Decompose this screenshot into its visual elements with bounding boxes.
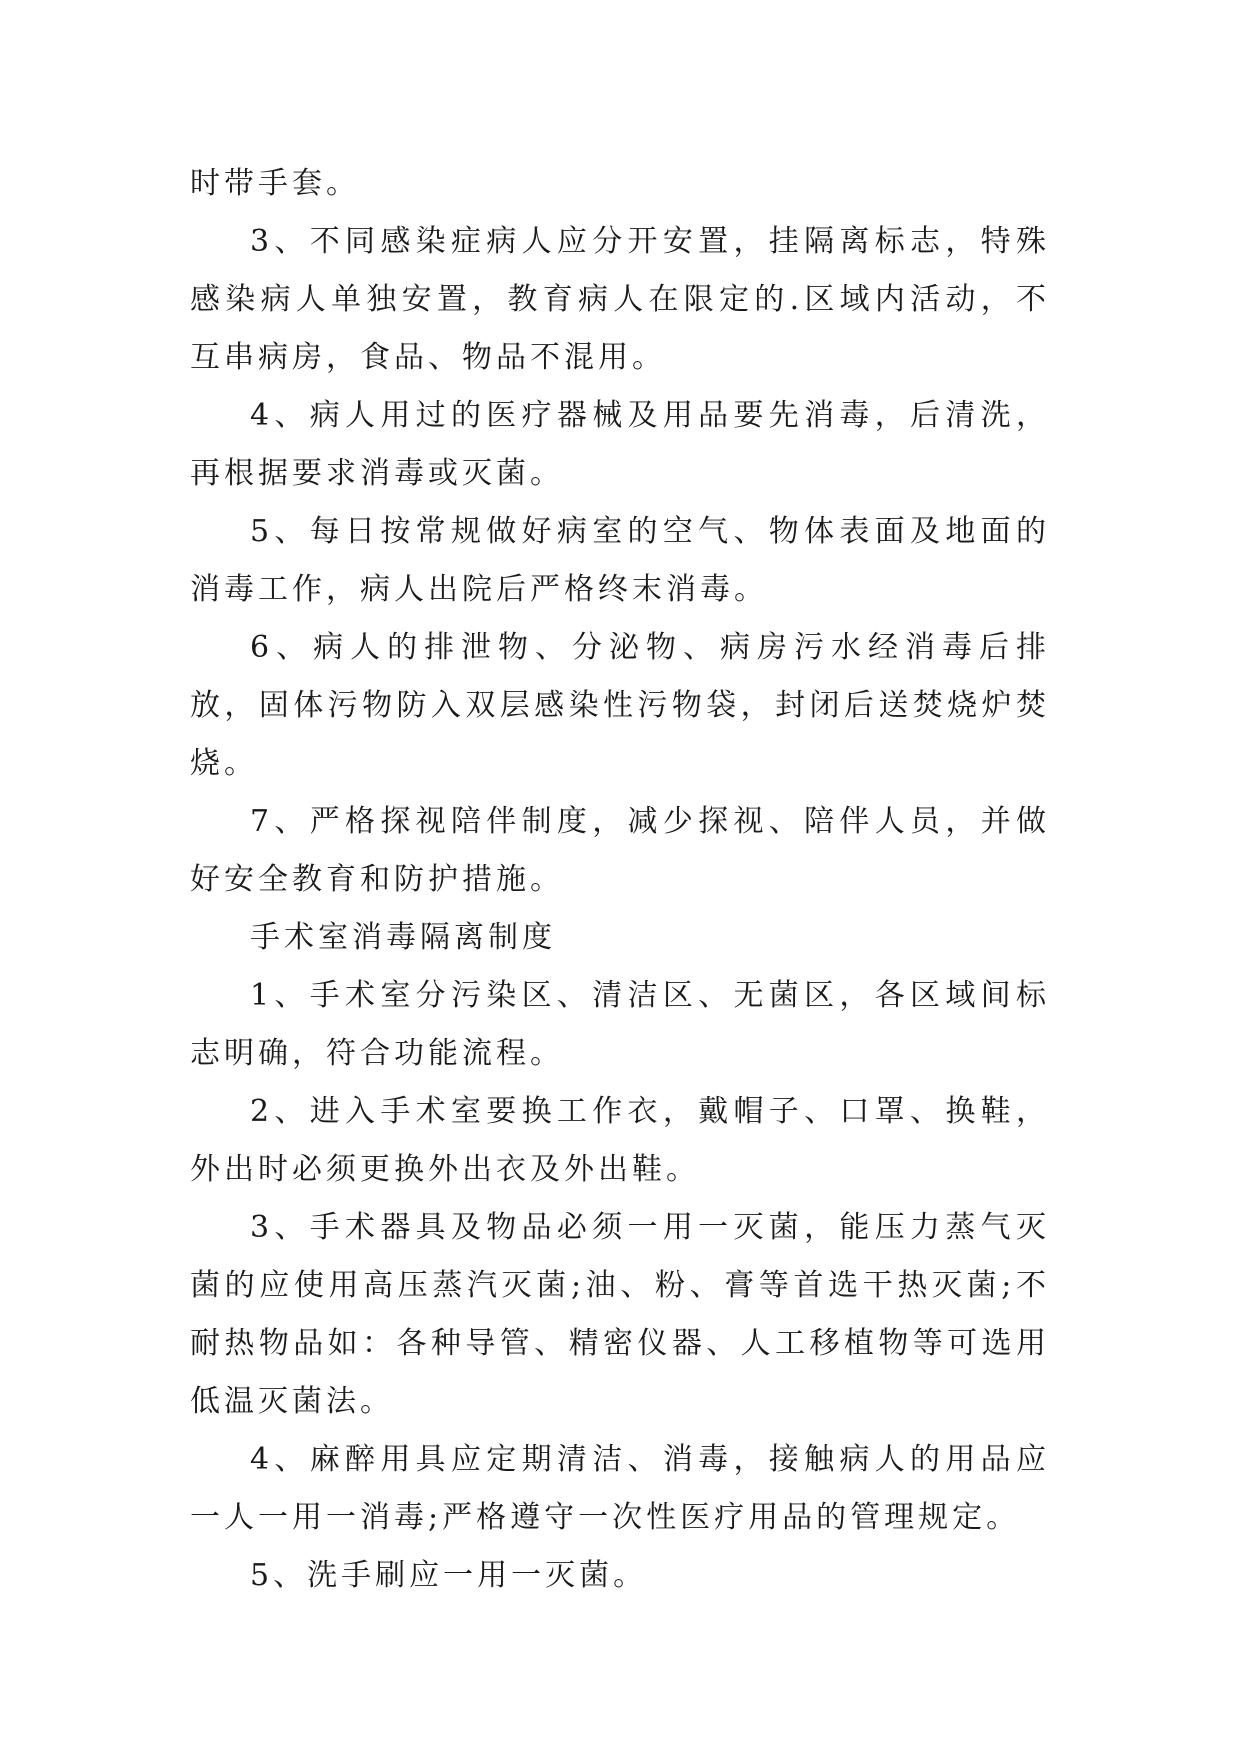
document-body — [190, 155, 1050, 1605]
paragraph-item-4: 4、病人用过的医疗器械及用品要先消毒，后清洗，再根据要求消毒或灭菌。 — [190, 398, 1050, 491]
paragraph-item-3: 3、不同感染症病人应分开安置，挂隔离标志，特殊感染病人单独安置，教育病人在限定的.区域内活动，不互串病房，食品、物品不混用。 — [190, 224, 1050, 375]
paragraph-section-item-2: 2、进入手术室要换工作衣，戴帽子、口罩、换鞋，外出时必须更换外出衣及外出鞋。 — [190, 1094, 1050, 1187]
paragraph-item-6: 6、病人的排泄物、分泌物、病房污水经消毒后排放，固体污物防入双层感染性污物袋，封闭后送焚烧炉焚烧。 — [190, 630, 1050, 781]
section-heading: 手术室消毒隔离制度 — [250, 920, 556, 955]
paragraph-section-item-3: 3、手术器具及物品必须一用一灭菌，能压力蒸气灭菌的应使用高压蒸汽灭菌;油、粉、膏等首选干热灭菌;不耐热物品如：各种导管、精密仪器、人工移植物等可选用低温灭菌法。 — [190, 1210, 1050, 1419]
paragraph-section-item-1: 1、手术室分污染区、清洁区、无菌区，各区域间标志明确，符合功能流程。 — [190, 978, 1050, 1071]
paragraph-item-7: 7、严格探视陪伴制度，减少探视、陪伴人员，并做好安全教育和防护措施。 — [190, 804, 1050, 897]
paragraph-section-item-4: 4、麻醉用具应定期清洁、消毒，接触病人的用品应一人一用一消毒;严格遵守一次性医疗用品的管理规定。 — [190, 1442, 1050, 1535]
paragraph-section-item-5: 5、洗手刷应一用一灭菌。 — [250, 1558, 648, 1593]
paragraph-continuation: 时带手套。 — [190, 166, 360, 201]
paragraph-item-5: 5、每日按常规做好病室的空气、物体表面及地面的消毒工作，病人出院后严格终末消毒。 — [190, 514, 1050, 607]
